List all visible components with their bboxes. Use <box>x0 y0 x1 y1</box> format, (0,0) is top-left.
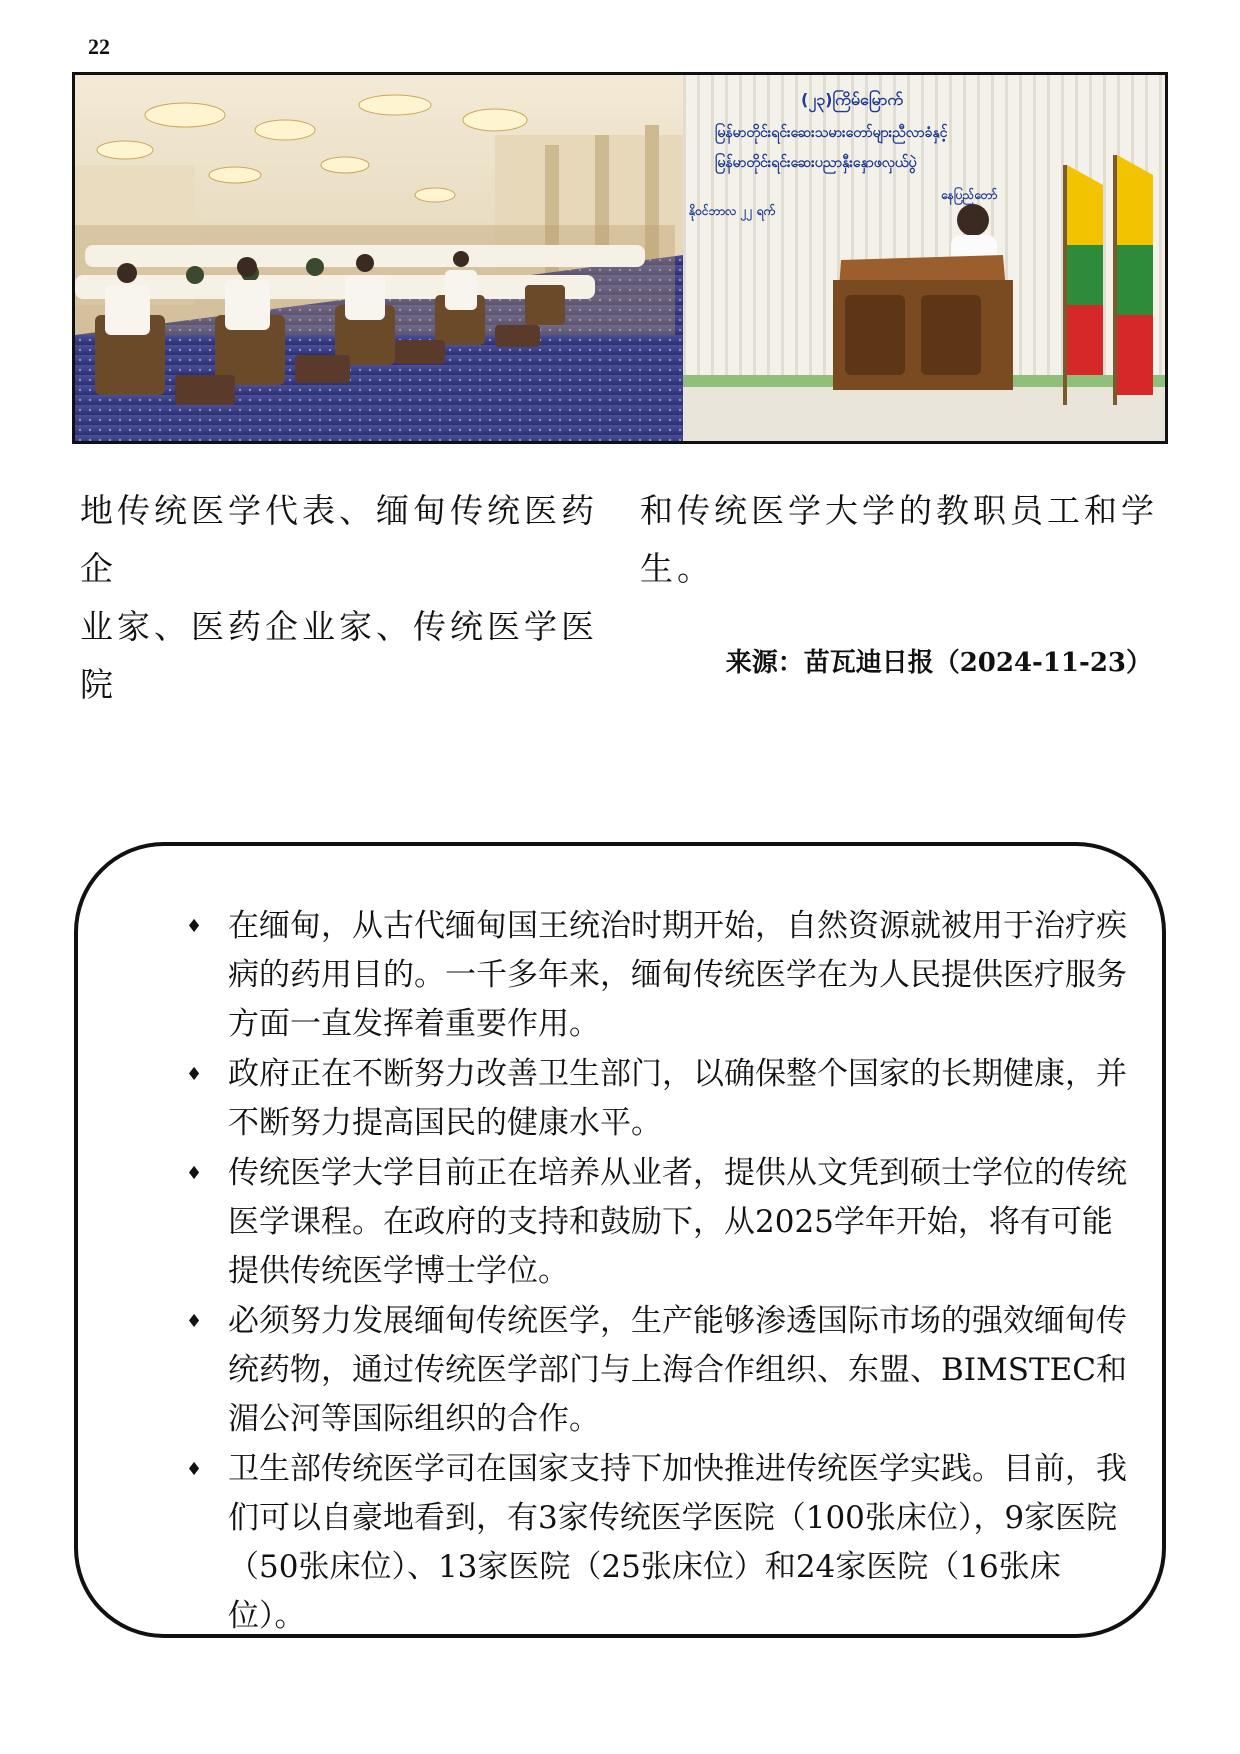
list-item <box>150 1297 1130 1444</box>
caption-left-line-2: 业家、医药企业家、传统医学医院 <box>80 607 598 704</box>
banner-line-2: မြန်မာတိုင်းရင်းဆေးသမားတော်များညီလာခံနှင့် <box>715 125 948 141</box>
conference-hall-photo <box>75 75 683 441</box>
speaker-podium-photo <box>683 75 1165 441</box>
list-item-text: 在缅甸，从古代缅甸国王统治时期开始，自然资源就被用于治疗疾病的药用目的。一千多年来，缅甸传统医学在为人民提供医疗服务方面一直发挥着重要作用。 <box>228 908 1127 1042</box>
key-points-box <box>74 842 1166 1638</box>
banner-line-4: နေပြည်တော် <box>941 188 998 202</box>
page-number: 22 <box>88 34 110 59</box>
source-citation: 来源：苗瓦迪日报（2024-11-23） <box>725 648 1152 678</box>
diamond-bullet-icon: ♦ <box>186 916 203 937</box>
list-item <box>150 902 1130 1049</box>
banner-line-3: မြန်မာတိုင်းရင်းဆေးပညာနှီးနှောဖလှယ်ပွဲ <box>715 155 917 171</box>
list-item <box>150 1050 1130 1148</box>
diamond-bullet-icon: ♦ <box>186 1163 203 1184</box>
photo-frame <box>72 72 1168 444</box>
caption-right-line-2: 生。 <box>640 549 714 588</box>
list-item <box>150 1149 1130 1296</box>
caption-left <box>80 482 610 714</box>
diamond-bullet-icon: ♦ <box>186 1459 203 1480</box>
banner-line-1: (၂၃)ကြိမ်မြောက် <box>801 90 904 109</box>
diamond-bullet-icon: ♦ <box>186 1064 203 1085</box>
caption-left-line-1: 地传统医学代表、缅甸传统医药企 <box>80 491 598 588</box>
caption-right-line-1: 和传统医学大学的教职员工和学 <box>640 491 1158 530</box>
list-item-text: 传统医学大学目前正在培养从业者，提供从文凭到硕士学位的传统医学课程。在政府的支持和鼓励下，从2025学年开始，将有可能提供传统医学博士学位。 <box>228 1155 1127 1289</box>
diamond-bullet-icon: ♦ <box>186 1311 203 1332</box>
caption-right <box>640 482 1160 598</box>
list-item-text: 政府正在不断努力改善卫生部门，以确保整个国家的长期健康，并不断努力提高国民的健康水平。 <box>228 1056 1127 1141</box>
list-item-text: 必须努力发展缅甸传统医学，生产能够渗透国际市场的强效缅甸传统药物，通过传统医学部门与上海合作组织、东盟、BIMSTEC和湄公河等国际组织的合作。 <box>228 1303 1128 1437</box>
key-points-list <box>150 902 1130 1642</box>
list-item <box>150 1445 1130 1641</box>
list-item-text: 卫生部传统医学司在国家支持下加快推进传统医学实践。目前，我们可以自豪地看到，有3家传统医学医院（100张床位），9家医院（50张床位）、13家医院（25张床位）和24家医院（16张床位）。 <box>228 1451 1127 1634</box>
banner-line-5: နိုဝင်ဘာလ ၂၂ ရက် <box>689 204 776 218</box>
